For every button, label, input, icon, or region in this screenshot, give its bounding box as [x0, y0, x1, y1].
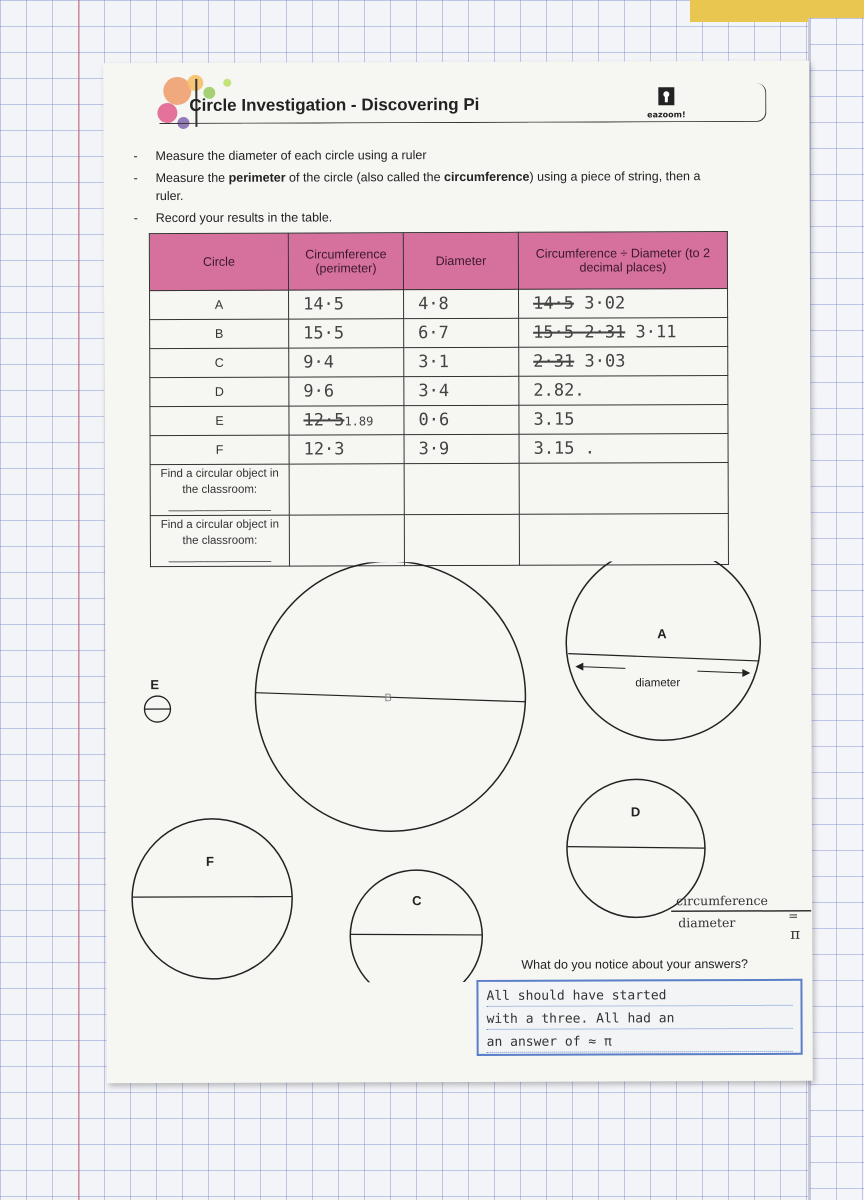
crossed-out-value: 15·5 2·31	[533, 322, 626, 343]
circle-a-label: A	[657, 626, 667, 642]
keyhole-logo-icon	[656, 86, 676, 106]
find-object-prompt: Find a circular object in the classroom:	[160, 467, 279, 496]
cell-circumference: 14·5	[289, 290, 404, 319]
circle-b-label: B	[384, 692, 392, 705]
instruction-item: - Measure the perimeter of the circle (also called the circumference) using a piece of string, then a ruler.	[133, 169, 701, 204]
cell-diameter: 4·8	[404, 289, 519, 318]
table-row	[150, 289, 728, 320]
note-numerator: circumference	[676, 892, 768, 909]
cell-circle: D	[150, 377, 289, 406]
cell-circumference: 12·3	[289, 435, 404, 464]
instruction-text: Measure the diameter of each circle using a ruler	[155, 148, 427, 164]
diameter-label: diameter	[635, 677, 681, 690]
crossed-out-value: 14·5	[533, 293, 575, 314]
note-pi: π	[790, 924, 801, 943]
circle-c-label: C	[412, 893, 422, 909]
circle-a	[566, 561, 761, 741]
cell-diameter: 3·9	[404, 434, 519, 463]
perimeter-term: perimeter	[228, 170, 286, 185]
header-diameter: Diameter	[403, 232, 518, 289]
diameter-arrow-left	[580, 666, 625, 668]
instruction-item: - Measure the diameter of each circle using a ruler	[133, 148, 427, 164]
worksheet	[103, 61, 813, 1083]
ratio-value: 3·03	[584, 351, 626, 372]
ratio-value: 3·11	[635, 322, 677, 343]
ratio-value: 3.15	[533, 409, 575, 430]
table-row	[150, 514, 728, 567]
cell-ratio	[519, 289, 728, 319]
circle-d-diameter	[567, 846, 705, 848]
circle-c-diameter	[350, 934, 482, 935]
cell-circle: C	[150, 348, 289, 377]
table-header-row	[149, 232, 727, 291]
empty-cell	[404, 463, 519, 514]
cell-circumference: 9·6	[289, 377, 404, 406]
crossed-out-value: 2·31	[533, 351, 575, 372]
answer-line: All should have started	[486, 985, 792, 1007]
table-row	[150, 434, 728, 465]
circle-c	[350, 870, 482, 983]
logo-text: eazoom!	[647, 110, 686, 120]
cell-ratio	[519, 318, 728, 348]
empty-cell	[289, 464, 404, 515]
table-row	[150, 463, 728, 516]
table-row	[150, 405, 728, 436]
diameter-arrow-right	[697, 671, 745, 673]
cell-circle: B	[150, 319, 289, 348]
instruction-text: Measure the	[155, 170, 229, 186]
eazoom-logo	[631, 86, 701, 118]
cell-find-object: Find a circular object in the classroom: ________________	[150, 464, 289, 515]
answer-line: an answer of ≈ π	[487, 1031, 793, 1053]
cell-ratio	[519, 376, 728, 406]
cell-circle: F	[150, 435, 289, 464]
instructions-list	[134, 145, 716, 231]
table-row	[150, 318, 728, 349]
question-text: What do you notice about your answers?	[521, 956, 748, 972]
instruction-text: ) using a piece of string, then a ruler.	[155, 169, 701, 204]
find-object-prompt: Find a circular object in the classroom:	[160, 518, 279, 547]
note-equals: =	[788, 908, 799, 923]
note-denominator: diameter	[678, 915, 736, 931]
circle-f-label: F	[205, 853, 214, 869]
arrow-left-icon	[575, 663, 583, 671]
cell-diameter: 3·1	[404, 347, 519, 376]
header-circle: Circle	[149, 233, 288, 290]
arrow-right-icon	[742, 669, 750, 677]
empty-cell	[519, 514, 728, 566]
instruction-item: - Record your results in the table.	[133, 210, 333, 226]
cell-circle: A	[150, 290, 289, 319]
instruction-text: Record your results in the table.	[155, 210, 333, 226]
circle-a-diameter	[568, 653, 758, 662]
results-table	[149, 231, 729, 567]
cell-ratio	[519, 347, 728, 377]
circumference-value: 1.89	[344, 414, 374, 429]
cell-circumference: 15·5	[289, 319, 404, 348]
cell-ratio	[519, 434, 728, 464]
instruction-text: of the circle (also called the	[285, 170, 445, 185]
table-row	[150, 347, 728, 378]
cell-circle: E	[150, 406, 289, 435]
cell-diameter: 6·7	[404, 318, 519, 347]
cell-circumference	[289, 406, 404, 435]
page-title: Circle Investigation - Discovering Pi	[189, 94, 480, 115]
circle-d-label: D	[630, 804, 641, 820]
circumference-term: circumference	[443, 169, 530, 185]
header-ratio: Circumference ÷ Diameter (to 2 decimal places)	[518, 232, 727, 290]
table-row	[150, 376, 728, 407]
empty-cell	[519, 463, 728, 515]
notebook-margin-line	[78, 0, 80, 1200]
cell-circumference: 9·4	[289, 348, 404, 377]
ratio-value: 2.82.	[533, 380, 585, 401]
circle-f-diameter	[132, 897, 292, 898]
cell-diameter: 3·4	[404, 376, 519, 405]
cell-find-object: Find a circular object in the classroom: ________________	[150, 515, 289, 566]
empty-cell	[289, 515, 404, 566]
right-notebook-page	[808, 18, 864, 1200]
ratio-value: 3·02	[584, 293, 626, 314]
circle-e-label: E	[150, 677, 160, 693]
cell-ratio	[519, 405, 728, 435]
answer-line: with a three. All had an	[487, 1008, 793, 1030]
circle-f	[132, 819, 293, 980]
cell-diameter: 0·6	[404, 405, 519, 434]
ratio-value: 3.15 .	[533, 438, 596, 459]
answer-box	[476, 979, 802, 1056]
empty-cell	[404, 514, 519, 565]
header-circumference: Circumference (perimeter)	[288, 233, 403, 290]
crossed-out-value: 12·5	[303, 410, 345, 431]
